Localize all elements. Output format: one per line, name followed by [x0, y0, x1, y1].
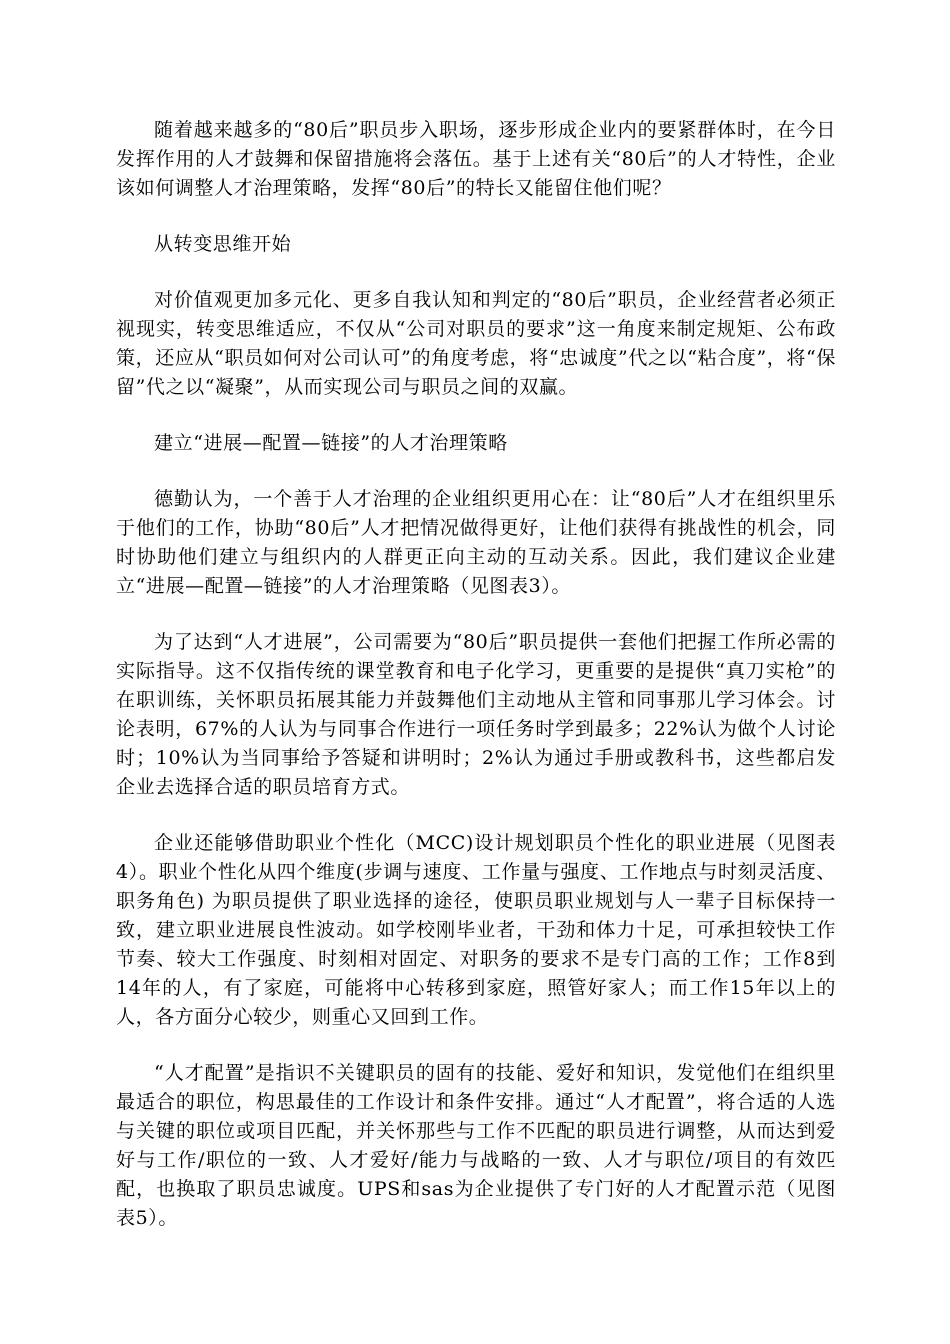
paragraph-strategy: 德勤认为，一个善于人才治理的企业组织更用心在：让“80后”人才在组织里乐于他们的工作，协助“80后”人才把情况做得更好，让他们获得有挑战性的机会，同时协助他们建立与组织内的人群更正向主动的互动关系。因此，我们建议企业建立“进展—配置—链接”的人才治理策略（见图表3）。 [116, 488, 836, 597]
paragraph-development: 为了达到“人才进展”，公司需要为“80后”职员提供一套他们把握工作所必需的实际指导。这不仅指传统的课堂教育和电子化学习，更重要的是提供“真刀实枪”的在职训练，关怀职员拓展其能力并鼓舞他们主动地从主管和同事那儿学习体会。讨论表明，67%的人认为与同事合作进行一项任务时学到最多；22%认为做个人讨论时；10%认为当同事给予答疑和讲明时；2%认为通过手册或教科书，这些都启发企业去选择合适的职员培育方式。 [116, 631, 836, 798]
section-heading-mindset: 从转变思维开始 [154, 233, 292, 255]
document-page [116, 116, 836, 1260]
paragraph-mindset: 对价值观更加多元化、更多自我认知和判定的“80后”职员，企业经营者必须正视现实，转变思维适应，不仅从“公司对职员的要求”这一角度来制定规矩、公布政策，还应从“职员如何对公司认可”的角度考虑，将“忠诚度”代之以“粘合度”，将“保留”代之以“凝聚”，从而实现公司与职员之间的双赢。 [116, 289, 836, 398]
paragraph-talent-deployment: “人才配置”是指识不关键职员的固有的技能、爱好和知识，发觉他们在组织里最适合的职位，构思最佳的工作设计和条件安排。通过“人才配置”，将合适的人选与关键的职位或项目匹配，并关怀那些与工作不匹配的职员进行调整，从而达到爱好与工作/职位的一致、人才爱好/能力与战略的一致、人才与职位/项目的有效匹配，也换取了职员忠诚度。UPS和sas为企业提供了专门好的人才配置示范（见图表5）。 [116, 1062, 836, 1229]
paragraph-career-customization: 企业还能够借助职业个性化（MCC)设计规划职员个性化的职业进展（见图表4）。职业个性化从四个维度(步调与速度、工作量与强度、工作地点与时刻灵活度、职务角色) 为职员提供了职业选择的途径，使职员职业规划与人一辈子目标保持一致，建立职业进展良性波动。如学校刚毕业者，干劲和体力十足，可承担较快工作节奏、较大工作强度、时刻相对固定、对职务的要求不是专门高的工作；工作8到14年的人，有了家庭，可能将中心转移到家庭，照管好家人；而工作15年以上的人，各方面分心较少，则重心又回到工作。 [116, 832, 836, 1028]
section-heading-strategy: 建立“进展—配置—链接”的人才治理策略 [154, 432, 508, 454]
paragraph-intro: 随着越来越多的“80后”职员步入职场，逐步形成企业内的要紧群体时，在今日发挥作用的人才鼓舞和保留措施将会落伍。基于上述有关“80后”的人才特性，企业该如何调整人才治理策略，发挥“80后”的特长又能留住他们呢？ [116, 119, 836, 199]
